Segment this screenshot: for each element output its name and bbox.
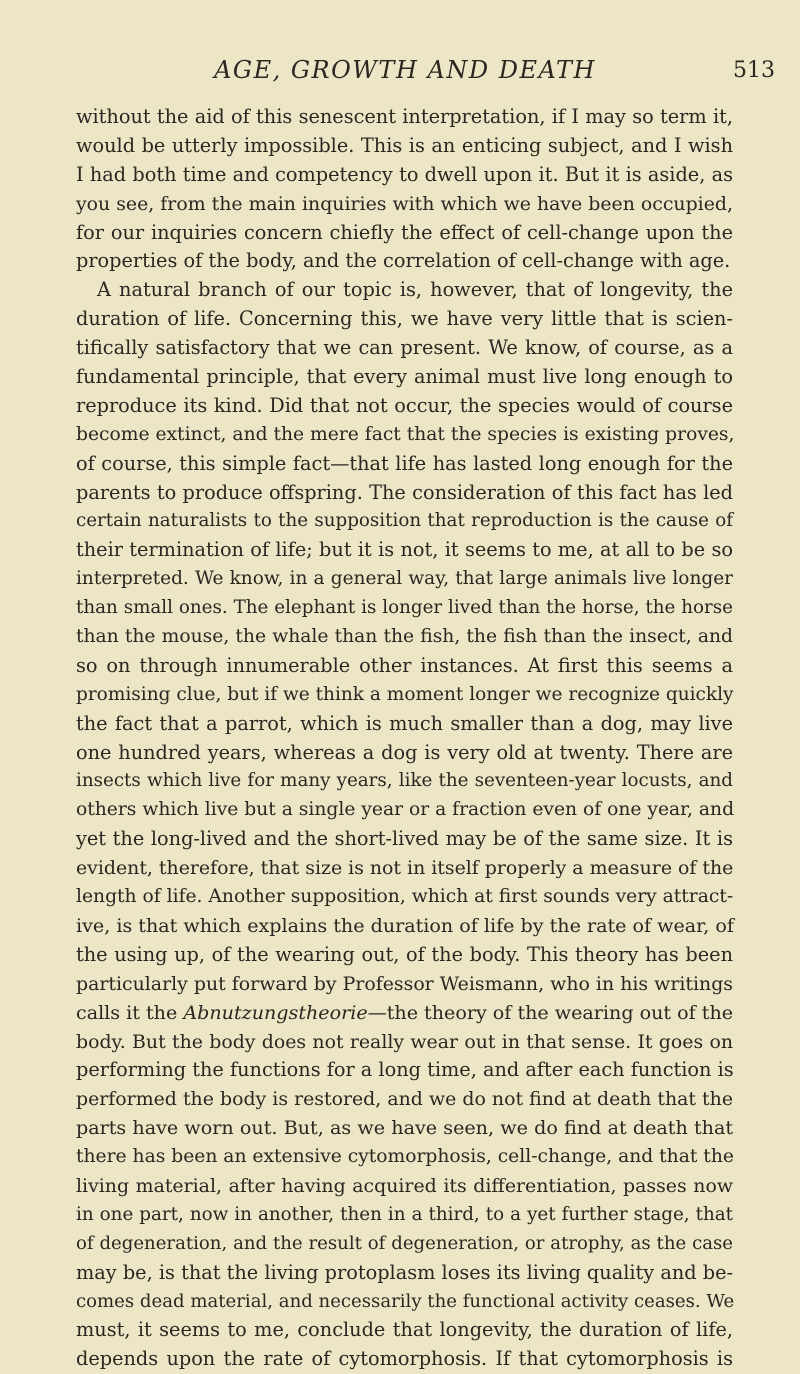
text-line: tifically satisfactory that we can present. We know, of course, as a [76, 336, 733, 360]
page-header [0, 56, 800, 96]
text-line: parts have worn out. But, as we have seen, we do find at death that [76, 1116, 733, 1140]
text-line: parents to produce offspring. The consideration of this fact has led [76, 480, 733, 504]
text-line: than the mouse, the whale than the fish, the fish than the insect, and [76, 626, 733, 648]
text-line: the fact that a parrot, which is much smaller than a dog, may live [76, 711, 733, 735]
text-line: fundamental principle, that every animal must live long enough to [76, 365, 733, 389]
body-text [76, 103, 733, 1374]
text-line: reproduce its kind. Did that not occur, the species would of course [76, 393, 733, 417]
text-line: properties of the body, and the correlation of cell-change with age. [76, 249, 731, 273]
text-line: may be, is that the living protoplasm loses its living quality and be- [76, 1260, 733, 1284]
text-line: particularly put forward by Professor Weismann, who in his writings [76, 972, 733, 995]
text-line: than small ones. The elephant is longer lived than the horse, the horse [76, 597, 733, 619]
text-line: there has been an extensive cytomorphosis, cell-change, and that the [76, 1146, 734, 1168]
text-line: body. But the body does not really wear out in that sense. It goes on [76, 1030, 733, 1053]
text-line: must, it seems to me, conclude that longevity, the duration of life, [76, 1318, 733, 1342]
text-line: evident, therefore, that size is not in itself properly a measure of the [76, 857, 734, 880]
page-number: 513 [733, 58, 775, 83]
text-line: depends upon the rate of cytomorphosis. If that cytomorphosis is [76, 1347, 733, 1371]
text-line: the using up, of the wearing out, of the body. This theory has been [76, 942, 733, 966]
text-line: for our inquiries concern chiefly the effect of cell-change upon the [76, 220, 733, 244]
text-line: so on through innumerable other instances. At first this seems a [76, 653, 733, 677]
text-line: length of life. Another supposition, which at first sounds very attract- [76, 886, 734, 908]
text-line: you see, from the main inquiries with which we have been occupied, [76, 192, 733, 215]
text-line: one hundred years, whereas a dog is very old at twenty. There are [76, 740, 733, 764]
text-line: insects which live for many years, like the seventeen-year locusts, and [76, 770, 733, 792]
text-line: become extinct, and the mere fact that the species is existing proves, [76, 423, 735, 445]
text-line: their termination of life; but it is not, it seems to me, at all to be so [76, 538, 733, 562]
running-title: AGE, GROWTH AND DEATH [214, 56, 596, 84]
text-line: yet the long-lived and the short-lived may be of the same size. It is [76, 827, 733, 851]
text-line: ive, is that which explains the duration of life by the rate of wear, of [76, 913, 734, 937]
text-line: A natural branch of our topic is, however, that of longevity, the [97, 278, 733, 302]
italic-term: Abnutzungstheorie [183, 1000, 368, 1024]
text-line: performing the functions for a long time, and after each function is [76, 1058, 734, 1082]
text-line: duration of life. Concerning this, we have very little that is scien- [76, 307, 733, 331]
text-line: interpreted. We know, in a general way, that large animals live longer [76, 568, 733, 590]
text-segment: calls it the [76, 1000, 184, 1024]
text-line [76, 999, 733, 1028]
text-line: I had both time and competency to dwell upon it. But it is aside, as [76, 162, 733, 186]
text-segment: —the theory of the wearing out of the [367, 1000, 734, 1024]
text-line: others which live but a single year or a fraction even of one year, and [76, 799, 735, 821]
text-line: without the aid of this senescent interpretation, if I may so term it, [76, 105, 733, 128]
text-line: promising clue, but if we think a moment longer we recognize quickly [76, 683, 734, 705]
text-line: performed the body is restored, and we do not find at death that the [76, 1088, 733, 1111]
text-line: in one part, now in another, then in a third, to a yet further stage, that [76, 1203, 733, 1225]
text-line: of degeneration, and the result of degeneration, or atrophy, as the case [76, 1232, 733, 1254]
text-line: living material, after having acquired its differentiation, passes now [76, 1174, 733, 1197]
text-line: would be utterly impossible. This is an enticing subject, and I wish [76, 133, 733, 157]
text-line: certain naturalists to the supposition that reproduction is the cause of [76, 510, 733, 532]
text-line: comes dead material, and necessarily the functional activity ceases. We [76, 1290, 735, 1312]
text-line: of course, this simple fact—that life has lasted long enough for the [76, 451, 733, 475]
